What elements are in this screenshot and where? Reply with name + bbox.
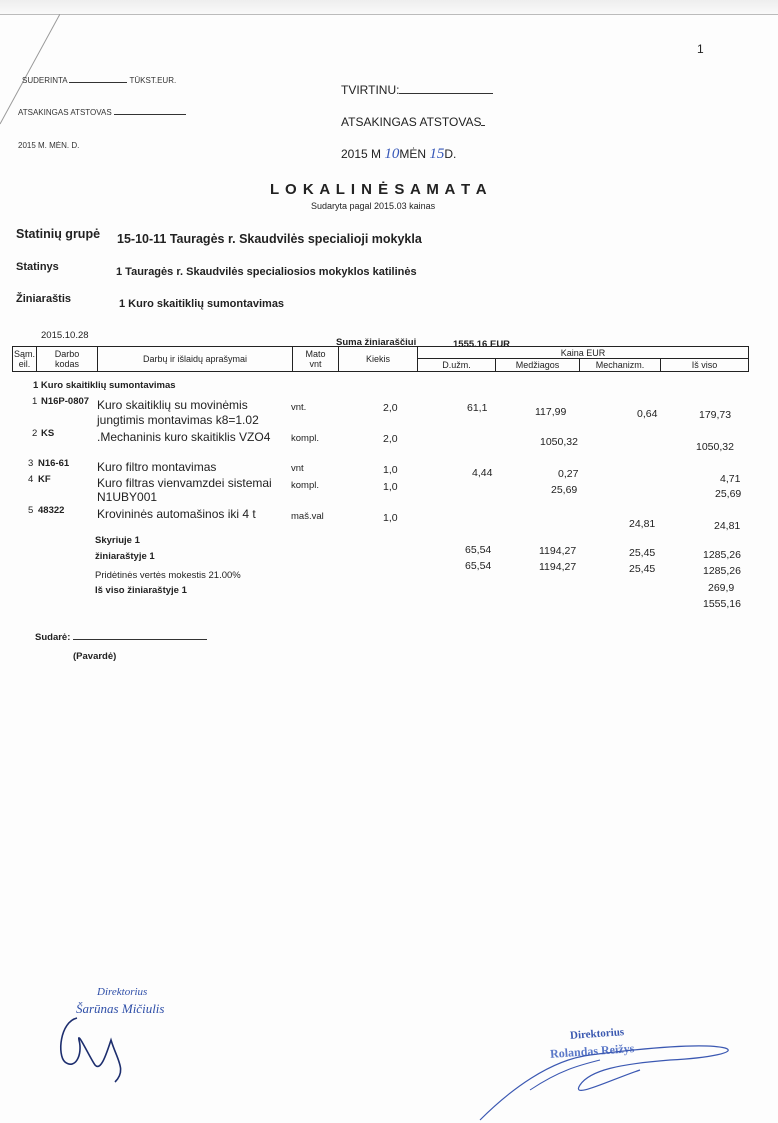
row-med: 0,27 xyxy=(558,468,579,480)
row-nr: 3 xyxy=(28,458,34,469)
row-desc: Kuro filtras vienvamzdei sistemai xyxy=(97,476,272,490)
row-code: N16-61 xyxy=(38,458,70,469)
row-total: 179,73 xyxy=(699,409,732,421)
row-desc: .Mechaninis kuro skaitiklis VZO4 xyxy=(97,430,271,444)
row-med: 117,99 xyxy=(535,406,567,418)
ziniarastyje-label: žiniaraštyje 1 xyxy=(95,551,155,562)
row-mech: 0,64 xyxy=(637,408,658,420)
row-qty: 1,0 xyxy=(383,481,398,493)
left-atsakingas-line: ATSAKINGAS ATSTOVAS xyxy=(18,108,186,117)
row-duzm: 61,1 xyxy=(467,402,488,414)
zin-med: 1194,27 xyxy=(539,545,577,557)
left-date-line: 2015 M. MĖN. D. xyxy=(18,141,80,150)
row-nr: 4 xyxy=(28,474,34,485)
row-unit: maš.val xyxy=(291,511,324,522)
header-mato: Mato vnt xyxy=(293,347,339,372)
suderinta-line: SUDERINTA TŪKST.EUR. xyxy=(22,76,177,85)
left-signature xyxy=(55,1010,145,1085)
pvm-total: 1285,26 xyxy=(703,565,741,577)
right-atsakingas-line: ATSAKINGAS ATSTOVAS xyxy=(341,115,485,129)
row-code: 48322 xyxy=(38,505,65,516)
suma-value: 1555.16 EUR xyxy=(453,339,511,350)
header-medziagos: Medžiagos xyxy=(496,359,580,372)
sudare-line: Sudarė: xyxy=(35,632,207,643)
right-stamp-name: Rolandas Reižys xyxy=(549,1041,635,1061)
page-top-edge xyxy=(0,0,778,15)
row-unit: kompl. xyxy=(291,433,319,444)
row-desc-cont: N1UBY001 xyxy=(97,490,158,504)
document-title: L O K A L I N Ė S A M A T A xyxy=(270,181,488,198)
row-qty: 2,0 xyxy=(383,433,398,445)
pvm-duzm: 65,54 xyxy=(465,560,492,572)
right-date-line: 2015 M 10MĖN 15D. xyxy=(341,146,457,162)
pvm-mech: 25,45 xyxy=(629,563,656,575)
ziniarastis-label: Žiniaraštis xyxy=(16,293,72,305)
pavarde-label: (Pavardė) xyxy=(73,651,117,662)
is-viso-label: Iš viso žiniaraštyje 1 xyxy=(95,585,187,596)
row-desc: Kuro skaitiklių su movinėmis xyxy=(97,398,248,412)
row-mech: 24,81 xyxy=(629,518,656,530)
left-stamp-title: Direktorius xyxy=(97,986,148,998)
row-unit: vnt. xyxy=(291,402,307,413)
row-qty: 1,0 xyxy=(383,464,398,476)
suma-label: Suma žiniaraščiui xyxy=(336,337,417,348)
header-kaina: Kaina EUR xyxy=(418,347,749,359)
zin-total: 1285,26 xyxy=(703,549,741,561)
header-darbo-kodas: Darbo kodas xyxy=(37,347,98,372)
row-unit: kompl. xyxy=(291,480,319,491)
skyriuje-label: Skyriuje 1 xyxy=(95,535,140,546)
row-code: KF xyxy=(38,474,51,485)
table-header xyxy=(12,346,749,372)
document-subtitle: Sudaryta pagal 2015.03 kainas xyxy=(311,201,436,211)
row-desc: Krovininės automašinos iki 4 t xyxy=(97,507,256,521)
header-kiekis: Kiekis xyxy=(339,347,418,372)
left-stamp-name: Šarūnas Mičiulis xyxy=(76,1001,165,1016)
row-total: 1050,32 xyxy=(696,441,734,453)
row-qty: 1,0 xyxy=(383,512,398,524)
page-number: 1 xyxy=(697,42,704,56)
row-med: 1050,32 xyxy=(540,436,578,448)
ziniarastis-value: 1 Kuro skaitiklių sumontavimas xyxy=(119,298,285,310)
statiniu-grupe-label: Statinių grupė xyxy=(16,227,101,241)
row-desc: Kuro filtro montavimas xyxy=(97,460,217,474)
statinys-label: Statinys xyxy=(16,261,59,273)
header-aprasymai: Darbų ir išlaidų aprašymai xyxy=(98,347,293,372)
statinys-value: 1 Tauragės r. Skaudvilės specialiosios mokyklos katilinės xyxy=(116,266,417,278)
right-stamp-title: Direktorius xyxy=(569,1026,625,1042)
header-duzm: D.užm. xyxy=(418,359,496,372)
row-duzm: 4,44 xyxy=(472,467,493,479)
row-qty: 2,0 xyxy=(383,402,398,414)
row-total: 24,81 xyxy=(714,520,741,532)
pvm-med: 1194,27 xyxy=(539,561,577,573)
document-date: 2015.10.28 xyxy=(41,330,89,341)
row-unit: vnt xyxy=(291,463,304,474)
header-is-viso: Iš viso xyxy=(661,359,749,372)
row-total: 25,69 xyxy=(715,488,742,500)
zin-mech: 25,45 xyxy=(629,547,656,559)
row-total: 4,71 xyxy=(720,473,741,485)
grand-total: 1555,16 xyxy=(703,598,741,610)
section-title: 1 Kuro skaitiklių sumontavimas xyxy=(33,380,176,391)
header-mechanizm: Mechanizm. xyxy=(580,359,661,372)
pvm-value: 269,9 xyxy=(708,582,735,594)
row-code: N16P-0807 xyxy=(41,396,90,407)
pvm-label: Pridėtinės vertės mokestis 21.00% xyxy=(95,570,241,581)
right-signature xyxy=(470,1030,740,1123)
row-nr: 2 xyxy=(32,428,38,439)
tvirtinu-line: TVIRTINU: xyxy=(341,83,493,97)
row-med: 25,69 xyxy=(551,484,578,496)
row-nr: 5 xyxy=(28,505,34,516)
header-sam: Sąm. eil. xyxy=(13,347,37,372)
row-nr: 1 xyxy=(32,396,38,407)
row-desc-cont: jungtimis montavimas k8=1.02 xyxy=(97,413,259,427)
zin-duzm: 65,54 xyxy=(465,544,492,556)
row-code: KS xyxy=(41,428,55,439)
statiniu-grupe-value: 15-10-11 Tauragės r. Skaudvilės specialioji mokykla xyxy=(117,232,422,246)
